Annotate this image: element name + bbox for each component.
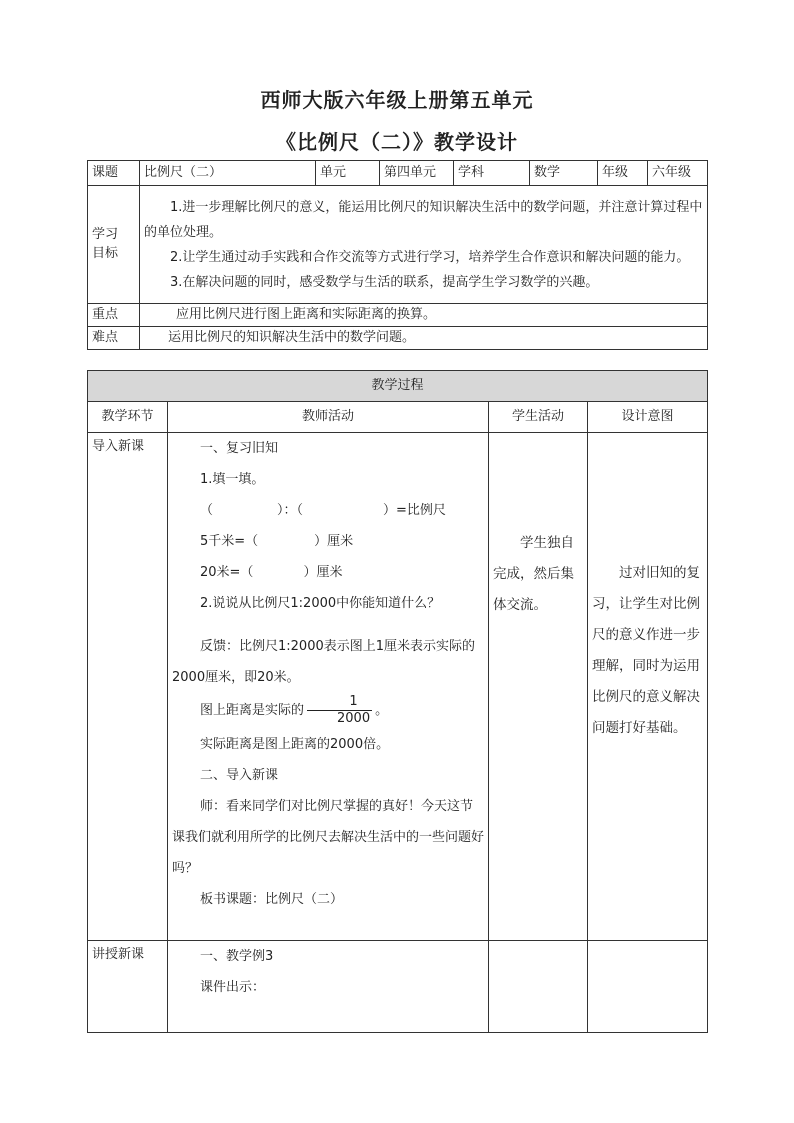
intro-row — [88, 433, 708, 941]
unit-value: 第四单元 — [380, 161, 454, 186]
document-title: 西师大版六年级上册第五单元 — [260, 88, 534, 112]
meta-row-difficulty — [88, 327, 708, 350]
fill-item-m-b: ）厘米 — [303, 565, 343, 580]
objectives-label — [88, 186, 140, 304]
process-header: 教学过程 — [88, 371, 708, 402]
difficulty-label: 难点 — [88, 327, 140, 350]
topic-value: 比例尺（二） — [140, 161, 316, 186]
meta-row-key — [88, 304, 708, 327]
key-label: 重点 — [88, 304, 140, 327]
meta-row-topic — [88, 161, 708, 186]
intent-new — [588, 941, 708, 1033]
fill-item-km-a: 5千米=（ — [200, 534, 259, 549]
teacher-new — [168, 941, 489, 1033]
intro-heading: 二、导入新课 — [200, 768, 279, 783]
fill-item-scale-a: （ — [200, 503, 214, 518]
fraction-line-a: 图上距离是实际的 — [200, 703, 305, 718]
document-subtitle: 《比例尺（二）》教学设计 — [276, 130, 518, 154]
fill-item-scale-b: ）：（ — [277, 503, 304, 518]
discuss-question: 2.说说从比例尺1:2000中你能知道什么？ — [200, 596, 441, 611]
col-teacher: 教师活动 — [168, 402, 489, 433]
student-intro — [489, 433, 588, 941]
fraction-line — [172, 693, 484, 729]
fill-item-km — [172, 526, 484, 557]
objectives-label-line2: 目标 — [92, 245, 119, 261]
fill-item-km-b: ）厘米 — [314, 534, 354, 549]
review-heading: 一、复习旧知 — [200, 441, 279, 456]
col-stage: 教学环节 — [88, 402, 168, 433]
fill-item-m-a: 20米=（ — [200, 565, 254, 580]
col-student: 学生活动 — [489, 402, 588, 433]
student-intro-text: 学生独自完成，然后集体交流。 — [493, 535, 574, 613]
student-new — [489, 941, 588, 1033]
stage-new: 讲授新课 — [88, 941, 168, 1033]
meta-row-objectives — [88, 186, 708, 304]
teacher-speech: 师：看来同学们对比例尺掌握的真好！今天这节课我们就利用所学的比例尺去解决生活中的一些问题好吗？ — [172, 799, 485, 876]
fraction — [307, 694, 372, 727]
intent-intro-text: 过对旧知的复习，让学生对比例尺的意义作进一步理解，同时为运用比例尺的意义解决问题打好基础。 — [592, 565, 700, 736]
stage-intro: 导入新课 — [88, 433, 168, 941]
meta-table — [87, 160, 708, 350]
process-header-row — [88, 371, 708, 402]
key-value: 应用比例尺进行图上距离和实际距离的换算。 — [140, 304, 708, 327]
fill-item-scale-c: ）=比例尺 — [383, 503, 446, 518]
unit-label: 单元 — [316, 161, 380, 186]
actual-distance-text: 实际距离是图上距离的2000倍。 — [200, 737, 390, 752]
objective-3: 3.在解决问题的同时，感受数学与生活的联系，提高学生学习数学的兴趣。 — [170, 274, 599, 290]
new-lesson-row — [88, 941, 708, 1033]
objective-2: 2.让学生通过动手实践和合作交流等方式进行学习，培养学生合作意识和解决问题的能力。 — [170, 249, 690, 265]
fraction-line-b: 。 — [375, 703, 389, 718]
objective-1: 1.进一步理解比例尺的意义，能运用比例尺的知识解决生活中的数学问题，并注意计算过程中的单位处理。 — [144, 199, 703, 240]
courseware-label: 课件出示： — [200, 980, 266, 995]
intent-intro — [588, 433, 708, 941]
process-table — [87, 370, 708, 1033]
difficulty-value: 运用比例尺的知识解决生活中的数学问题。 — [140, 327, 708, 350]
topic-label: 课题 — [88, 161, 140, 186]
objectives-content — [140, 186, 708, 304]
grade-value: 六年级 — [648, 161, 708, 186]
col-intent: 设计意图 — [588, 402, 708, 433]
board-title: 板书课题：比例尺（二） — [200, 892, 344, 907]
example3-heading: 一、教学例3 — [200, 949, 274, 964]
fill-item-m — [172, 557, 484, 588]
grade-label: 年级 — [598, 161, 648, 186]
teacher-intro — [168, 433, 489, 941]
process-column-row — [88, 402, 708, 433]
fill-item-scale — [172, 495, 484, 526]
fraction-denominator: 2000 — [307, 710, 372, 727]
feedback-text: 反馈：比例尺1:2000表示图上1厘米表示实际的2000厘米，即20米。 — [172, 639, 476, 685]
objectives-label-line1: 学习 — [92, 227, 119, 243]
fraction-numerator: 1 — [349, 694, 358, 709]
fill-heading: 1.填一填。 — [200, 472, 265, 487]
subject-label: 学科 — [454, 161, 530, 186]
subject-value: 数学 — [530, 161, 598, 186]
